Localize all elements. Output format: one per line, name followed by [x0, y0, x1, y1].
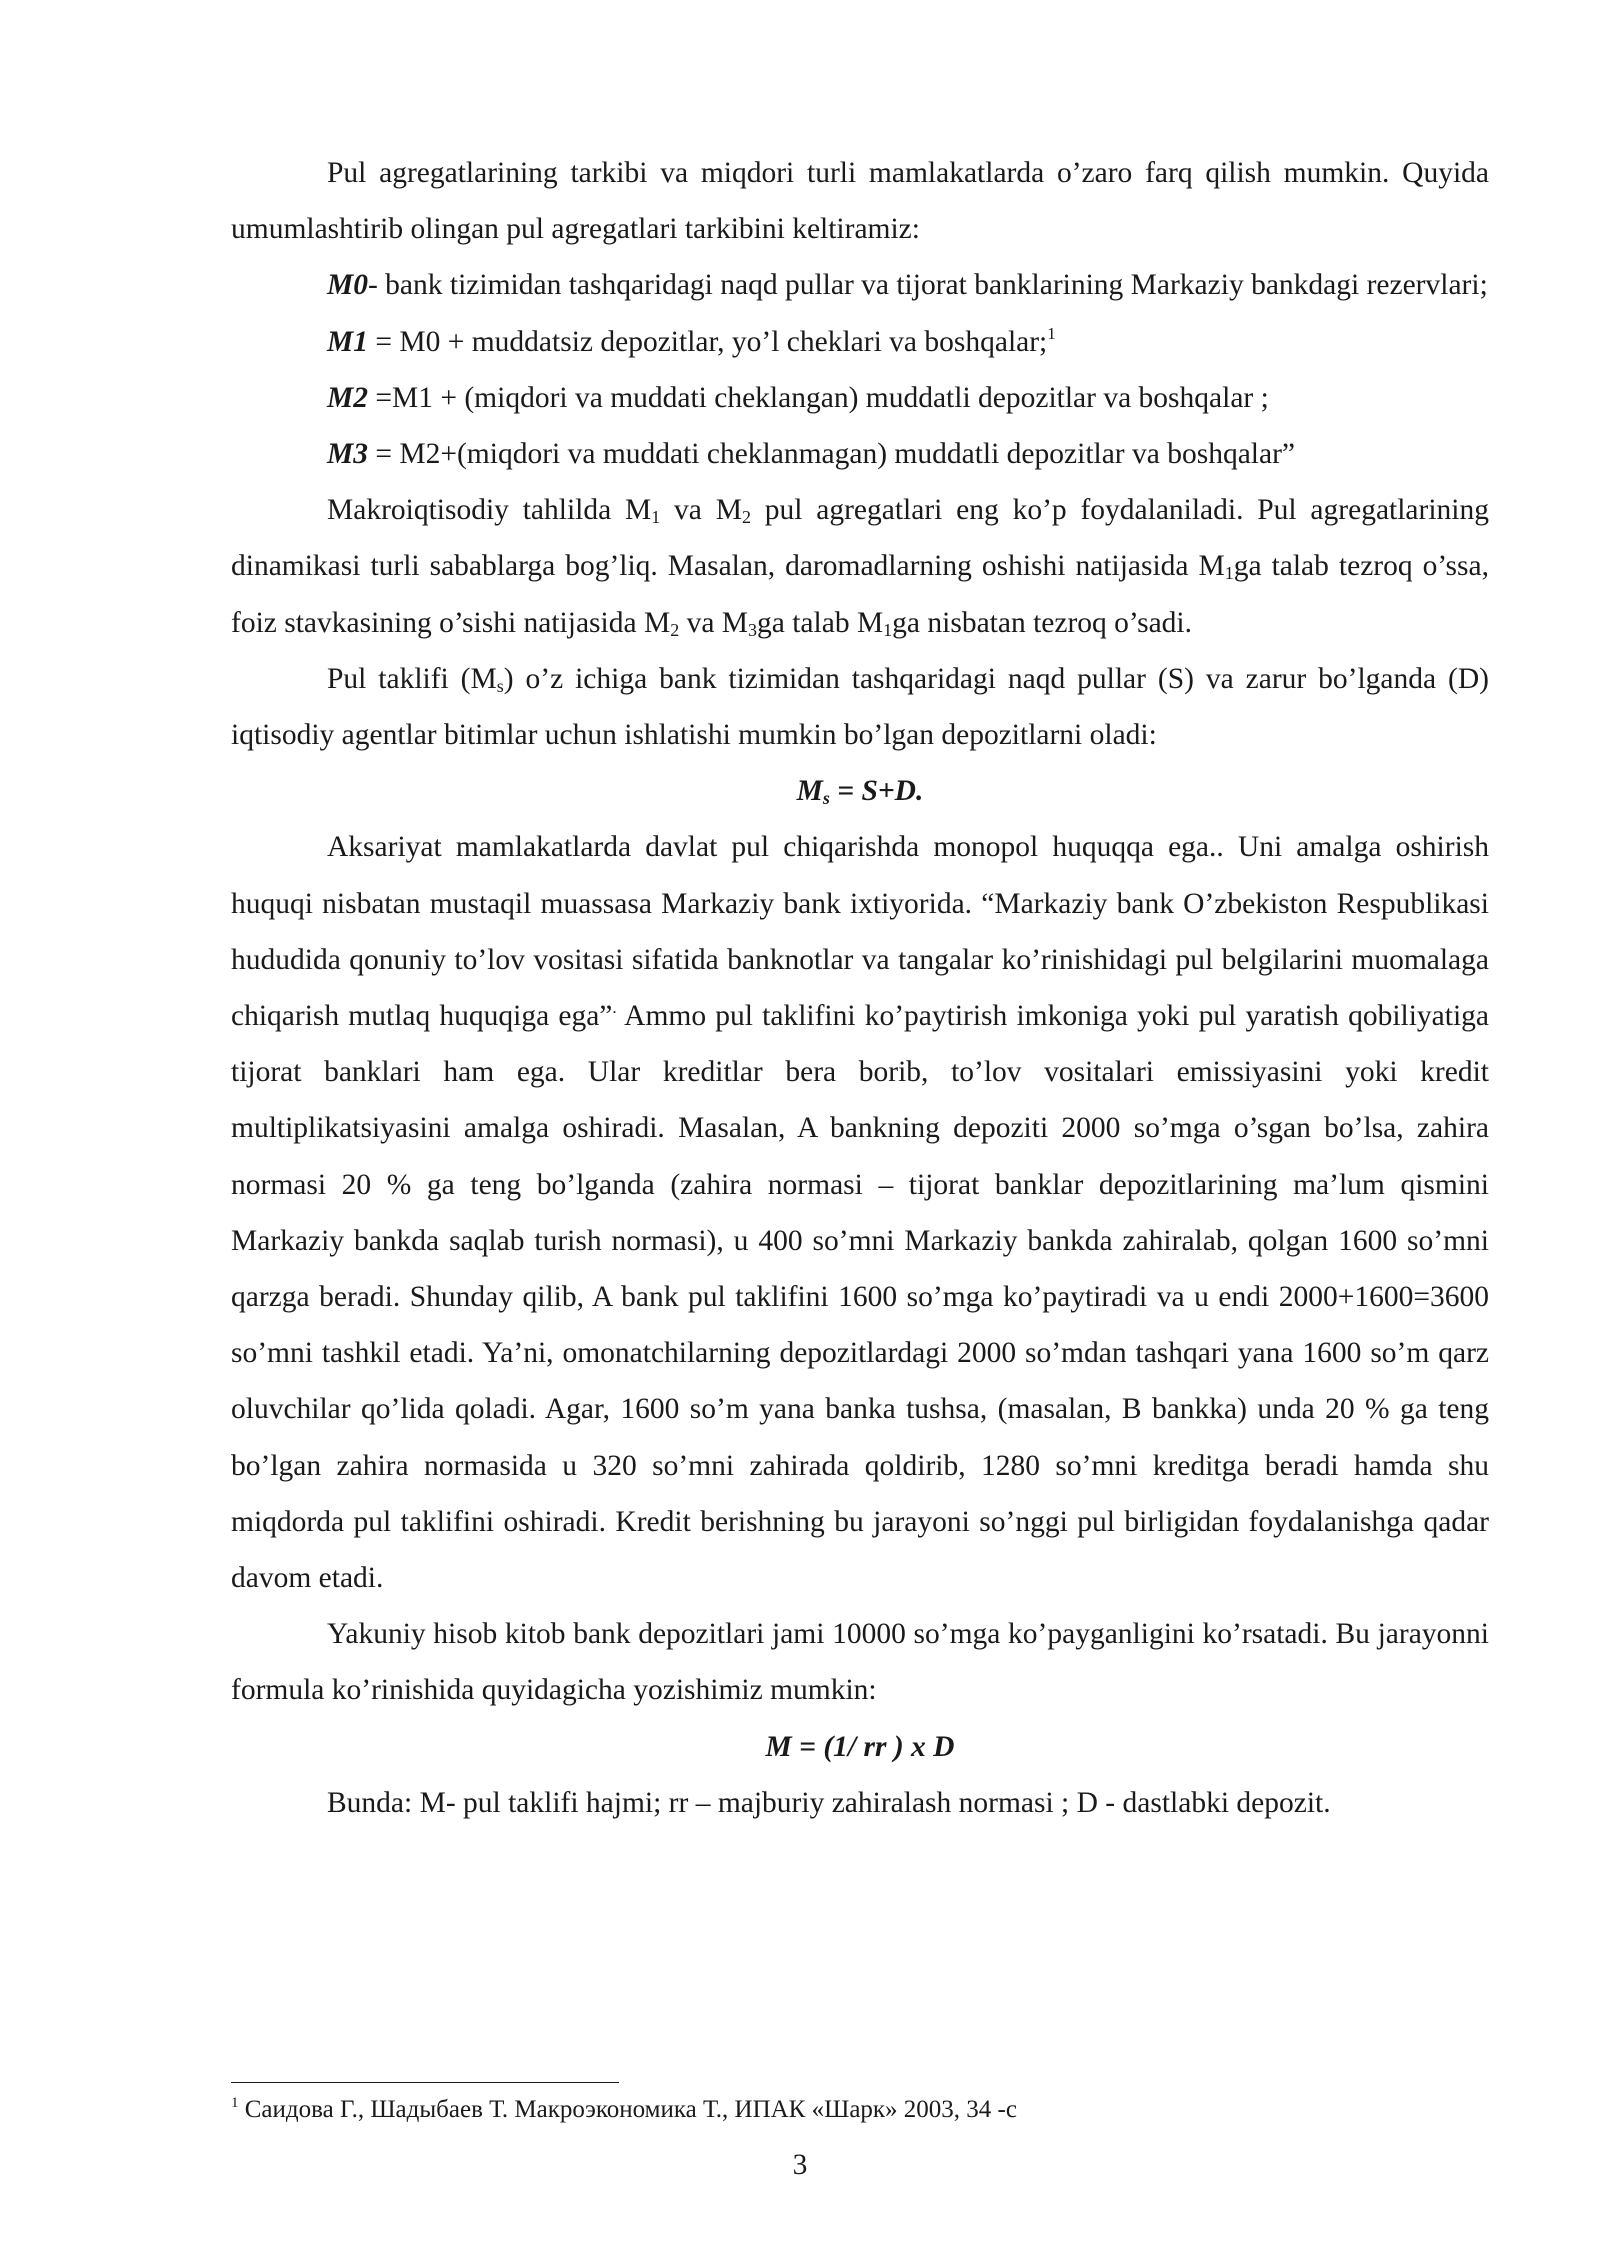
m3-text: = M2+(miqdori va muddati cheklanmagan) muddatli depozitlar va boshqalar”: [367, 438, 1296, 471]
formula-money-supply: $M_s = S+D$.: [796, 775, 924, 809]
paragraph-legend: Bunda: M- pul taklifi hajmi; rr – majburiy zahiralash normasi ; D - dastlabki depozit.: [327, 1786, 1331, 1819]
m3-label: M3: [327, 438, 368, 471]
formula-multiplier: M = (1/ rr ) x D: [765, 1730, 955, 1763]
paragraph-money-supply: Pul taklifi $(M_s)$ o’z ichiga bank tizimidan tashqaridagi naqd pullar (S) va zarur bo’lganda (D) iqtisodiy agentlar bitimlar uchun ishlatishi mumkin bo’lgan depozitlarni oladi:: [231, 662, 1490, 752]
definition-m3: [231, 426, 1489, 482]
footnote-separator: [231, 2082, 619, 2083]
definition-m2: [231, 370, 1489, 426]
paragraph-aggregates: Makroiqtisodiy tahlilda $M_1$ va $M_2$ pul agregatlari eng ko’p foydalaniladi. Pul agregatlarining dinamikasi turli sabablarga bog’liq. Masalan, daromadlarning oshishi natijasida $M_1ga$ talab tezroq o’ssa, foiz stavkasining o’sishi natijasida $M_2$ va $M_3ga$ talab $M_1ga$ nisbatan tezroq o’sadi.: [231, 494, 1489, 640]
footnote-ref: 1: [1047, 323, 1056, 343]
m1-label: M1: [327, 325, 368, 358]
m0-text: - bank tizimidan tashqaridagi naqd pullar va tijorat banklarining Markaziy bankdagi rezervlari;: [367, 269, 1488, 302]
m2-label: M2: [327, 381, 368, 414]
page-number: 3: [792, 2149, 808, 2181]
paragraph-intro: Pul agregatlarining tarkibi va miqdori turli mamlakatlarda o’zaro farq qilish mumkin. Quyida umumlashtirib olingan pul agregatlari tarkibini keltiramiz:: [231, 157, 1489, 246]
footnote-number: 1: [231, 2095, 239, 2111]
definition-m1: [231, 314, 1489, 370]
footnote: [231, 2092, 1017, 2128]
paragraph-central-bank: Aksariyat mamlakatlarda davlat pul chiqarishda monopol huquqqa ega.. Uni amalga oshirish huquqi nisbatan mustaqil muassasa Markaziy bank ixtiyorida. “Markaziy bank O’zbekiston Respublikasi hududida qonuniy to’lov vositasi sifatida banknotlar va tangalar ko’rinishidagi pul belgilarini muomalaga chiqarish mutlaq huquqiga ega”. Ammo pul taklifini ko’paytirish imkoniga yoki pul yaratish qobiliyatiga tijorat banklari ham ega. Ular kreditlar bera borib, to’lov vositalari emissiyasini yoki kredit multiplikatsiyasini amalga oshiradi. Masalan, A bankning depoziti 2000 so’mga o’sgan bo’lsa, zahira normasi 20 % ga teng bo’lganda (zahira normasi – tijorat banklar depozitlarining ma’lum qismini Markaziy bankda saqlab turish normasi), u 400 so’mni Markaziy bankda zahiralab, qolgan 1600 so’mni qarzga beradi. Shunday qilib, A bank pul taklifini 1600 so’mga ko’paytiradi va u endi 2000+1600=3600 so’mni tashkil etadi. Ya’ni, omonatchilarning depozitlardagi 2000 so’mdan tashqari yana 1600 so’m qarz oluvchilar qo’lida qoladi. Agar, 1600 so’m yana banka tushsa, (masalan, B bankka) unda 20 % ga teng bo’lgan zahira normasida u 320 so’mni zahirada qoldirib, 1280 so’mni kreditga beradi hamda shu miqdorda pul taklifini oshiradi. Kredit berishning bu jarayoni so’nggi pul birligidan foydalanishga qadar davom etadi.: [231, 831, 1489, 1595]
definition-m0: [231, 257, 1489, 313]
paragraph-conclusion: Yakuniy hisob kitob bank depozitlari jami 10000 so’mga ko’payganligini ko’rsatadi. Bu jarayonni formula ko’rinishida quyidagicha yozishimiz mumkin:: [231, 1618, 1489, 1707]
footnote-text: Саидова Г., Шадыбаев Т. Макроэкономика Т., ИПАК «Шарк» 2003, 34 -с: [238, 2096, 1017, 2123]
m2-text: =M1 + (miqdori va muddati cheklangan) muddatli depozitlar va boshqalar ;: [367, 381, 1269, 414]
m1-text: = M0 + muddatsiz depozitlar, yo’l cheklari va boshqalar;: [367, 325, 1048, 358]
m0-label: M0: [327, 269, 368, 302]
page-body: [231, 145, 1489, 1831]
